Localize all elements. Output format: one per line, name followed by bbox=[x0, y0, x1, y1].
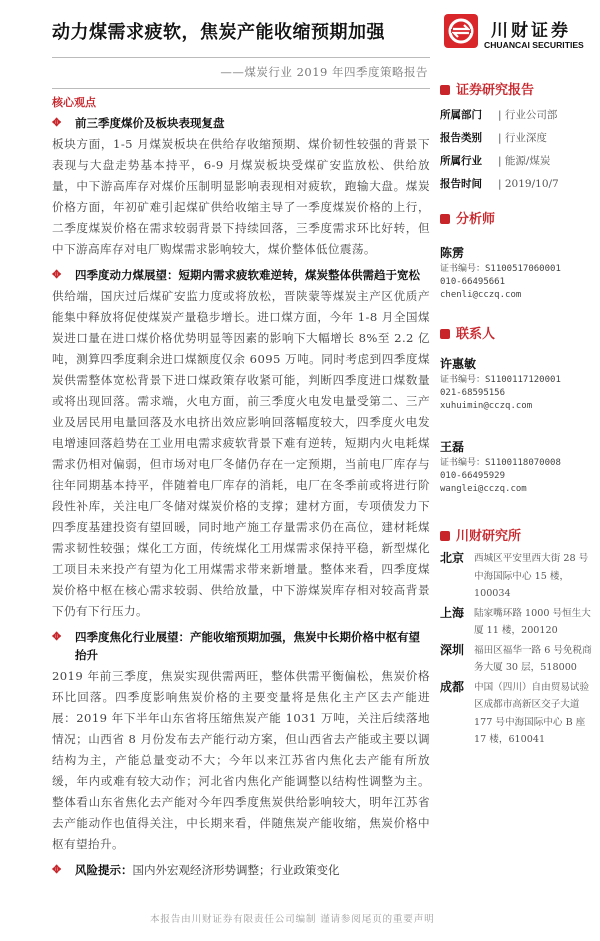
risk-text: 国内外宏观经济形势调整；行业政策变化 bbox=[132, 863, 340, 877]
section-icon bbox=[440, 329, 450, 339]
office-address: 福田区福华一路 6 号免税商务大厦 30 层，518000 bbox=[474, 644, 592, 673]
company-logo bbox=[444, 14, 594, 58]
analyst-name: 陈雳 bbox=[440, 246, 465, 260]
analyst-email[interactable]: chenli@cczq.com bbox=[440, 290, 522, 300]
info-label: 报告类别 bbox=[440, 132, 482, 144]
office-shenzhen bbox=[440, 642, 595, 677]
bullet-icon: ✥ bbox=[52, 268, 62, 281]
section-heading-text: 四季度焦化行业展望：产能收缩预期加强，焦炭中长期价格中枢有望抬升 bbox=[75, 630, 420, 662]
main-column bbox=[52, 96, 435, 941]
info-value: | 2019/10/7 bbox=[498, 178, 559, 190]
analyst-cert: 证书编号：S1100517060001 bbox=[440, 264, 561, 274]
info-value: | 行业公司部 bbox=[498, 109, 558, 121]
divider bbox=[52, 88, 430, 89]
institute-heading-text: 川财研究所 bbox=[456, 529, 522, 544]
footer-disclaimer: 本报告由川财证券有限责任公司编制 谨请参阅尾页的重要声明 bbox=[150, 914, 435, 925]
contact-heading-text: 联系人 bbox=[456, 327, 496, 342]
institute-section bbox=[440, 528, 595, 749]
section-heading-text: 前三季度煤价及板块表现复盘 bbox=[75, 116, 225, 130]
section-body: 2019 年前三季度，焦炭实现供需两旺，整体供需平衡偏松，焦炭价格环比回落。四季度影响焦炭价格的主要变量将是焦化主产区去产能进展：2019 年下半年山东省将压缩焦炭产能 1031 万吨，关注后续落地情况；山西省 8 月份发布去产能行动方案，但山西省去产能或主要以调结构为主，产能总量变动不大；今年以来江苏省内焦化去产能有所放缓，年内或难有较大动作；河北省内焦化产能调整以结构性调整为主。整体看山东省焦化去产能对今年四季度焦炭供给影响较大，明年江苏省去产能动作也值得关注，中长期来看，伴随焦炭产能收缩，焦炭价格中枢有望抬升。 bbox=[52, 669, 430, 851]
institute-heading bbox=[440, 528, 595, 546]
info-row bbox=[440, 173, 595, 196]
analyst-phone: 010-66495661 bbox=[440, 277, 506, 287]
contact-heading bbox=[440, 326, 595, 344]
section-icon bbox=[440, 531, 450, 541]
side-column bbox=[440, 82, 595, 751]
office-city: 上海 bbox=[440, 605, 465, 620]
office-city: 深圳 bbox=[440, 642, 465, 657]
office-beijing bbox=[440, 550, 595, 603]
office-chengdu bbox=[440, 679, 595, 749]
contact-name: 许惠敏 bbox=[440, 357, 477, 371]
section-heading bbox=[52, 112, 430, 134]
analyst-section bbox=[440, 211, 595, 302]
bullet-icon: ✥ bbox=[52, 116, 62, 129]
office-address: 陆家嘴环路 1000 号恒生大厦 11 楼，200120 bbox=[474, 607, 591, 636]
section-2 bbox=[52, 264, 430, 622]
info-value: | 行业深度 bbox=[498, 132, 547, 144]
info-value: | 能源/煤炭 bbox=[498, 155, 551, 167]
office-city: 北京 bbox=[440, 551, 465, 565]
risk-line bbox=[52, 859, 430, 881]
divider bbox=[52, 57, 430, 58]
section-3 bbox=[52, 626, 430, 855]
contact-phone: 021-68595156 bbox=[440, 388, 506, 398]
analyst-heading bbox=[440, 211, 595, 229]
info-label: 所属行业 bbox=[440, 155, 482, 167]
core-view-label: 核心观点 bbox=[52, 96, 96, 109]
contact-section bbox=[440, 326, 595, 496]
report-heading bbox=[440, 82, 595, 100]
section-body: 板块方面，1-5 月煤炭板块在供给存收缩预期、煤价韧性较强的背景下表现与大盘走势基本持平，6-9 月煤炭板块受煤矿安监放松、供给放量，中下游高库存对煤价压制明显影响表现相对疲软，跑输大盘。煤炭价格方面，年初矿难引起煤矿供给收缩主导了一季度煤炭价格的上行，二季度煤炭价格在需求较弱背景下持续回落，三季度需求环比好转，但中下游高库存对电厂购煤需求影响较大，煤价整体低位震荡。 bbox=[52, 137, 430, 256]
office-city: 成都 bbox=[440, 679, 465, 694]
bullet-icon: ✥ bbox=[52, 863, 62, 876]
office-address: 中国（四川）自由贸易试验区成都市高新区交子大道 177 号中海国际中心 B 座 17 楼，610041 bbox=[474, 681, 590, 745]
contact-cert: 证书编号：S1100118070008 bbox=[440, 458, 561, 468]
info-label: 所属部门 bbox=[440, 109, 482, 121]
report-heading-text: 证券研究报告 bbox=[456, 83, 535, 98]
info-row bbox=[440, 104, 595, 127]
report-info bbox=[440, 82, 595, 196]
office-address: 西城区平安里西大街 28 号中海国际中心 15 楼，100034 bbox=[474, 553, 589, 599]
info-row bbox=[440, 150, 595, 173]
contact-email[interactable]: wanglei@cczq.com bbox=[440, 484, 527, 494]
contact-cert: 证书编号：S1100117120001 bbox=[440, 375, 561, 385]
office-shanghai bbox=[440, 605, 595, 640]
section-body: 供给端，国庆过后煤矿安监力度或将放松，晋陕蒙等煤炭主产区优质产能集中释放将促使煤炭产量稳步增长。进口煤方面，今年 1-8 月全国煤炭进口量在进口煤价格优势明显等因素的影响下大幅增长 8%至 2.2 亿吨，测算四季度剩余进口煤额度仅余 6095 万吨。同时考虑到四季度煤炭供需整体宽松背景下进口煤政策存收紧可能，判断四季度进口煤数量或将出现回落。需求端，火电方面，前三季度火电发电量受第二、三产业及居民用电量回落及水电挤出效应影响回落幅度较大，四季度火电发电增速回落趋势在工业用电需求疲软背景下难有逆转，短期内火电耗煤需求仍相对偏弱，但市场对电厂冬储仍存在一定预期，当前电厂库存与往年同期基本持平，伴随着电厂库存的消耗，电厂在冬季前或将进行阶段性补库，关注电厂冬储对煤炭价格的支撑；建材方面，专项债发力下四季度基建投资有望回暖，同时地产施工存量需求仍在高位，建材耗煤需求韧性较强；煤化工方面，传统煤化工用煤需求保持平稳，新型煤化工项目未来投产有望为化工用煤需求带来新增量。整体来看，四季度煤炭价格中枢在核心需求较弱、供给放量，中下游煤炭库存相对较高背景下仍有下行压力。 bbox=[52, 289, 430, 618]
section-1 bbox=[52, 112, 430, 260]
info-row bbox=[440, 127, 595, 150]
section-heading bbox=[52, 626, 430, 666]
logo-cn-text: 川财证券 bbox=[491, 21, 571, 41]
logo-en-text: CHUANCAI SECURITIES bbox=[484, 40, 584, 50]
logo-mark-icon bbox=[444, 14, 478, 48]
contact-phone: 010-66495929 bbox=[440, 471, 506, 481]
section-icon bbox=[440, 214, 450, 224]
risk-label: 风险提示： bbox=[75, 863, 133, 877]
report-title: 动力煤需求疲软，焦炭产能收缩预期加强 bbox=[52, 22, 385, 43]
contact-name: 王磊 bbox=[440, 440, 465, 454]
bullet-icon: ✥ bbox=[52, 630, 62, 643]
risk-section bbox=[52, 859, 430, 881]
analyst-heading-text: 分析师 bbox=[456, 212, 496, 227]
section-heading bbox=[52, 264, 430, 286]
section-heading-text: 四季度动力煤展望：短期内需求疲软难逆转，煤炭整体供需趋于宽松 bbox=[75, 268, 420, 282]
report-subtitle: ——煤炭行业 2019 年四季度策略报告 bbox=[220, 65, 428, 79]
info-label: 报告时间 bbox=[440, 178, 482, 190]
contact-email[interactable]: xuhuimin@cczq.com bbox=[440, 401, 533, 411]
section-icon bbox=[440, 85, 450, 95]
